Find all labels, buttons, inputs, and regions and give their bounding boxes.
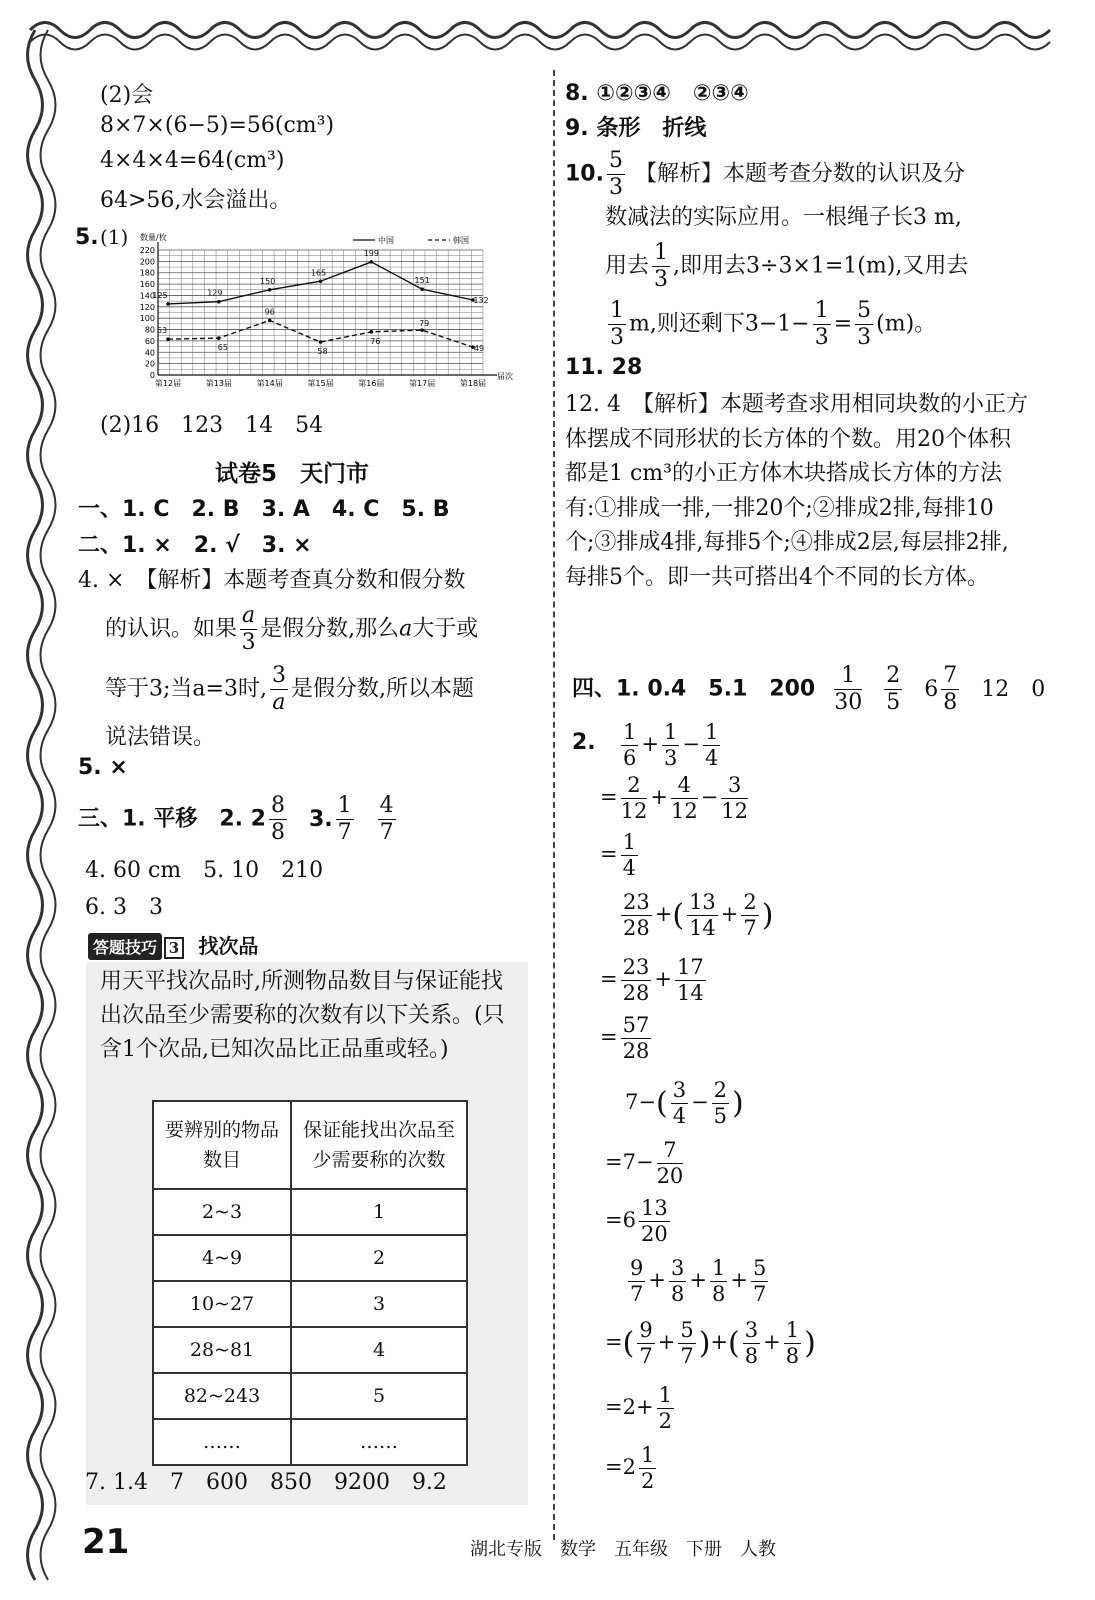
frac: $\frac{4}{12}$: [670, 773, 698, 823]
data-point: [319, 279, 323, 283]
calc-4-line-1: $\frac{9}{7}$ + $\frac{3}{8}$ + $\frac{1}{8}$ + $\frac{5}{7}$: [630, 1256, 767, 1306]
frac: $\frac{5}{7}$: [680, 1318, 694, 1368]
frac: $\frac{9}{7}$: [639, 1318, 653, 1368]
q10-text: ,即用去3÷3×1=1(m),又用去: [673, 253, 969, 279]
frac: $\frac{2}{12}$: [620, 773, 648, 823]
calc-1-line-1: $\frac{1}{6}$ + $\frac{1}{3}$ − $\frac{1}{4}$: [623, 720, 719, 770]
frac: $\frac{13}{20}$: [640, 1196, 668, 1246]
data-label: 58: [317, 347, 328, 357]
data-label: 151: [414, 276, 430, 286]
q4-text: 等于3;当: [105, 676, 193, 702]
q10-text: 用去: [605, 253, 650, 279]
data-label: 132: [473, 296, 489, 305]
table-cell: 5: [291, 1373, 467, 1419]
q4-text: a=3时,: [192, 676, 267, 702]
y-axis-label: 数量/枚: [140, 233, 167, 242]
y-tick-label: 180: [139, 268, 155, 278]
frac: $\frac{17}{14}$: [676, 955, 704, 1005]
frac: $\frac{23}{28}$: [623, 890, 650, 940]
data-point: [217, 300, 221, 304]
q11-answer: 11. 28: [565, 355, 643, 380]
equation-1: 8×7×(6−5)=56(cm³): [100, 113, 335, 138]
fraction-5-3: $\frac{5}{3}$: [608, 148, 623, 200]
q10-text: =: [833, 311, 853, 337]
fraction-8-8: $\frac{8}{8}$: [270, 793, 285, 845]
column-divider: [553, 70, 555, 1540]
y-tick-label: 0: [149, 371, 155, 380]
calc-4-line-2: =( $\frac{9}{7}$ + $\frac{5}{7}$ )+( $\frac{3}{8}$ + $\frac{1}{8}$ ): [605, 1318, 816, 1368]
calc-1-line-3: = $\frac{1}{4}$: [600, 830, 636, 880]
q10-text: (m)。: [876, 311, 937, 337]
y-tick-label: 140: [139, 291, 155, 301]
y-tick-label: 80: [144, 325, 155, 335]
q10-line-3: [605, 242, 968, 291]
table-cell: 4: [291, 1327, 467, 1373]
q7-answer: 7. 1.4 7 600 850 9200 9.2: [85, 1470, 447, 1495]
data-label: 150: [260, 276, 276, 286]
frac: $\frac{1}{8}$: [785, 1318, 800, 1368]
frac: $\frac{2}{7}$: [743, 890, 757, 940]
table-row: [153, 1419, 467, 1465]
table-cell: 2~3: [153, 1189, 291, 1235]
footer-text: 湖北专版 数学 五年级 下册 人教: [470, 1539, 776, 1560]
fraction-5-3: $\frac{5}{3}$: [857, 298, 872, 350]
frac: $\frac{57}{28}$: [622, 1013, 650, 1063]
q4-text: 大于或: [412, 616, 479, 642]
x-tick-label: 第15届: [307, 379, 334, 388]
q4-text: 的认识。如果: [105, 616, 238, 642]
calc-4-line-3: [605, 1385, 677, 1432]
q4-line-3: [105, 665, 474, 714]
legend-label: 韩国: [453, 236, 469, 245]
data-point: [420, 287, 424, 291]
q10-text: m,则还剩下3−1−: [629, 311, 810, 337]
fraction-1-3: $\frac{1}{3}$: [610, 298, 624, 350]
table-row: [153, 1189, 467, 1235]
page-number: 21: [82, 1522, 130, 1562]
frac: $\frac{1}{2}$: [658, 1383, 672, 1433]
y-tick-label: 60: [144, 336, 155, 346]
q5-sub-label: (1): [100, 225, 129, 249]
data-point: [420, 328, 424, 332]
s3-text: 三、1. 平移 2. 2: [78, 806, 266, 832]
q5-2-answer: (2)16 123 14 54: [100, 413, 324, 438]
tip-header: [88, 930, 258, 960]
s4-text: 12 0: [981, 676, 1046, 702]
data-label: 65: [217, 343, 228, 353]
x-tick-label: 第12届: [154, 379, 182, 388]
x-tick-label: 第18届: [459, 379, 487, 388]
table-row: [153, 1327, 467, 1373]
s3-text: 3.: [308, 806, 333, 832]
fraction-1-30: $\frac{1}{30}$: [834, 663, 863, 715]
data-label: 125: [152, 290, 168, 300]
table-cell: 1: [291, 1189, 467, 1235]
data-point: [268, 319, 272, 323]
table-cell: ……: [153, 1419, 291, 1465]
data-label: 129: [207, 288, 223, 298]
section-2-answers: 二、1. × 2. √ 3. ×: [78, 533, 312, 558]
calc-2-line-2: = $\frac{23}{28}$ + $\frac{17}{14}$: [600, 955, 704, 1005]
tip-tag: 答题技巧: [88, 933, 162, 960]
data-point: [319, 340, 323, 344]
decorative-left-border: [0, 0, 70, 1600]
legend-label: 中国: [378, 236, 394, 245]
table-cell: 4~9: [153, 1235, 291, 1281]
frac: $\frac{1}{3}$: [663, 720, 678, 770]
y-tick-label: 160: [139, 280, 155, 290]
equation-2: 4×4×4=64(cm³): [100, 148, 285, 173]
data-point: [370, 330, 374, 334]
calc-text: =2: [605, 1455, 636, 1479]
table-cell: 10~27: [153, 1281, 291, 1327]
equation-3: 64>56,水会溢出。: [100, 188, 292, 213]
section-4-line-1: [572, 665, 1045, 714]
calc-text: =7−: [605, 1150, 654, 1174]
q4-head: 4. × 【解析】本题考查真分数和假分数: [78, 568, 466, 593]
frac: $\frac{3}{12}$: [721, 773, 749, 823]
frac: $\frac{3}{8}$: [670, 1256, 685, 1306]
data-label: 96: [264, 307, 275, 317]
section-3-line-2: 4. 60 cm 5. 10 210: [85, 858, 324, 883]
section-3-line-1: [78, 795, 399, 844]
data-label: 79: [419, 319, 430, 329]
section-1-answers: 一、1. C 2. B 3. A 4. C 5. B: [78, 497, 450, 522]
calc-1-line-2: = $\frac{2}{12}$ + $\frac{4}{12}$ − $\frac{3}{12}$: [600, 773, 749, 823]
y-tick-label: 100: [139, 314, 155, 324]
data-point: [268, 288, 272, 292]
frac: $\frac{13}{14}$: [689, 890, 716, 940]
q4-var: a: [399, 616, 413, 642]
calc-text: =2+: [605, 1395, 654, 1419]
mixed-whole: 6: [924, 676, 939, 702]
fraction-4-7: $\frac{4}{7}$: [379, 793, 394, 845]
data-point: [370, 260, 374, 264]
q10-text: 【解析】本题考查分数的认识及分: [634, 161, 965, 187]
q10-line-4: [605, 300, 936, 349]
x-tick-label: 第13届: [205, 379, 232, 388]
data-point: [217, 336, 221, 340]
data-label: 199: [363, 248, 379, 258]
q4-text: 是假分数,那么: [260, 616, 400, 642]
table-cell: 82~243: [153, 1373, 291, 1419]
s4-text: 四、1. 0.4 5.1 200: [572, 676, 816, 702]
frac: $\frac{3}{4}$: [672, 1078, 687, 1128]
q4-line-4: 说法错误。: [105, 725, 216, 750]
frac: $\frac{1}{2}$: [640, 1443, 655, 1493]
frac: $\frac{7}{20}$: [656, 1138, 684, 1188]
table-cell: ……: [291, 1419, 467, 1465]
data-label: 49: [473, 344, 485, 354]
section-3-line-3: 6. 3 3: [85, 895, 163, 920]
tip-text: 用天平找次品时,所测物品数目与保证能找出次品至少需要称的次数有以下关系。(只含1个次品,已知次品比正品重或轻。): [100, 969, 505, 1062]
fraction-1-7: $\frac{1}{7}$: [337, 793, 352, 845]
y-tick-label: 20: [144, 359, 155, 369]
table-row: [153, 1235, 467, 1281]
frac: $\frac{23}{28}$: [622, 955, 650, 1005]
data-point: [166, 302, 170, 306]
fraction-1-3: $\frac{1}{3}$: [814, 298, 829, 350]
weighing-table: [152, 1100, 468, 1466]
fraction-1-3: $\frac{1}{3}$: [654, 240, 669, 292]
table-cell: 28~81: [153, 1327, 291, 1373]
table-cell: 3: [291, 1281, 467, 1327]
fraction-3-over-a: $\frac{3}{a}$: [271, 663, 286, 715]
calc-text: =6: [605, 1208, 636, 1232]
data-point: [166, 337, 170, 341]
fraction-7-8: $\frac{7}{8}$: [943, 663, 958, 715]
x-tick-label: 第16届: [358, 379, 385, 388]
data-label: 63: [156, 326, 168, 336]
table-header-count: 要辨别的物品数目: [153, 1101, 291, 1189]
tip-title: 找次品: [198, 934, 259, 958]
table-header-times: 保证能找出次品至少需要称的次数: [291, 1101, 467, 1189]
frac: $\frac{1}{4}$: [704, 720, 719, 770]
frac: $\frac{2}{5}$: [713, 1078, 728, 1128]
frac: $\frac{3}{8}$: [744, 1318, 759, 1368]
frac: $\frac{1}{8}$: [711, 1256, 726, 1306]
q8-answer: 8. ①②③④ ②③④: [565, 81, 749, 106]
line-chart: [130, 228, 525, 398]
table-row: [153, 1281, 467, 1327]
table-cell: 2: [291, 1235, 467, 1281]
tip-number: 3: [164, 937, 184, 959]
table-row: [153, 1373, 467, 1419]
data-label: 165: [310, 268, 327, 278]
x-tick-label: 第17届: [409, 379, 436, 388]
y-tick-label: 40: [144, 348, 155, 358]
y-tick-label: 200: [139, 257, 155, 267]
calc-3-line-2: [605, 1140, 686, 1187]
decorative-top-border: [0, 0, 1095, 60]
q2-label: 2.: [572, 730, 596, 755]
calc-2-line-3: = $\frac{57}{28}$: [600, 1013, 650, 1063]
x-tick-label: 第14届: [256, 379, 283, 388]
q10-label: 10.: [565, 161, 604, 187]
q10-line-2: 数减法的实际应用。一根绳子长3 m,: [605, 205, 962, 230]
q12-answer: 12. 4 【解析】本题考查求用相同块数的小正方体摆成不同形状的长方体的个数。用20个体积都是1 cm³的小正方体木块搭成长方体的方法有:①排成一排,一排20个;②排成2排,每排10个;③排成4排,每排5个;④排成2层,每层排2排,每排5个。即一共可搭出4个不同的长方体。: [565, 392, 1028, 590]
q4-2-label: (2)会: [100, 83, 154, 108]
calc-3-line-1: 7−( $\frac{3}{4}$ − $\frac{2}{5}$ ): [625, 1078, 744, 1128]
data-label: 76: [370, 336, 381, 346]
y-tick-label: 220: [139, 246, 155, 255]
calc-text: 7−: [625, 1090, 656, 1114]
frac: $\frac{1}{4}$: [622, 830, 636, 880]
calc-3-line-3: [605, 1198, 673, 1245]
calc-2-line-1: $\frac{23}{28}$ +( $\frac{13}{14}$ + $\frac{2}{7}$ ): [623, 890, 774, 940]
calc-4-line-4: [605, 1445, 659, 1492]
q4-text: 是假分数,所以本题: [290, 676, 474, 702]
q5-label: 5.: [75, 225, 99, 250]
q10-line-1: [565, 150, 965, 199]
frac: $\frac{5}{7}$: [752, 1256, 767, 1306]
test-title: 试卷5 天门市: [215, 461, 370, 487]
x-axis-label: 届次: [497, 372, 513, 381]
q5-answer: 5. ×: [78, 755, 128, 780]
frac: $\frac{9}{7}$: [630, 1256, 644, 1306]
q9-answer: 9. 条形 折线: [565, 116, 707, 141]
y-tick-label: 120: [139, 302, 155, 312]
fraction-a-over-3: $\frac{a}{3}$: [241, 603, 256, 655]
fraction-2-5: $\frac{2}{5}$: [886, 663, 901, 715]
frac: $\frac{1}{6}$: [623, 720, 637, 770]
q4-line-2: [105, 605, 478, 654]
